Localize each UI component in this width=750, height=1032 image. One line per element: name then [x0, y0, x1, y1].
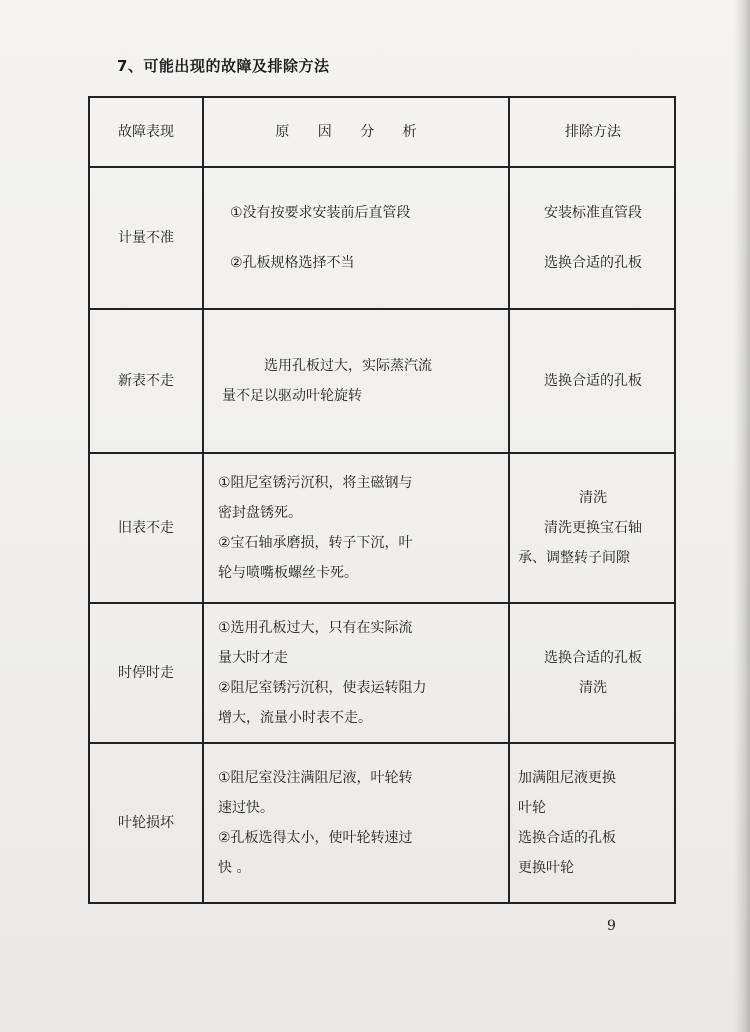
- remedy-line: 叶轮: [518, 800, 546, 816]
- row-remedy: [509, 603, 675, 743]
- remedy-line: 选换合适的孔板: [544, 650, 642, 666]
- row-cause: [203, 603, 509, 743]
- page-number: 9: [607, 918, 616, 934]
- header-remedy: 排除方法: [509, 97, 675, 167]
- cause-line: ②宝石轴承磨损，转子下沉，叶: [218, 535, 413, 551]
- cause-line: ①选用孔板过大，只有在实际流: [218, 620, 413, 636]
- table-header-row: [89, 97, 675, 167]
- row-remedy: [509, 167, 675, 309]
- row-cause: [203, 167, 509, 309]
- table-row: [89, 167, 675, 309]
- cause-line: 速过快。: [218, 800, 274, 816]
- table-row: [89, 309, 675, 453]
- remedy-line: 选换合适的孔板: [544, 373, 642, 389]
- cause-line: 增大，流量小时表不走。: [218, 710, 372, 726]
- row-remedy: [509, 309, 675, 453]
- cause-line: 轮与喷嘴板螺丝卡死。: [218, 565, 358, 581]
- row-symptom: 叶轮损坏: [89, 743, 203, 903]
- remedy-line: 清洗: [579, 490, 607, 506]
- row-symptom: 时停时走: [89, 603, 203, 743]
- cause-line: ①没有按要求安装前后直管段: [230, 205, 411, 221]
- page-edge-shadow: [734, 0, 750, 1032]
- remedy-line: 选换合适的孔板: [518, 830, 616, 846]
- remedy-line: 加满阻尼液更换: [518, 770, 616, 786]
- section-title: 7、可能出现的故障及排除方法: [117, 57, 330, 75]
- cause-line: 快 。: [218, 860, 251, 876]
- row-remedy: [509, 743, 675, 903]
- cause-line: ①阻尼室锈污沉积，将主磁钢与: [218, 475, 413, 491]
- row-cause: [203, 453, 509, 603]
- cause-line: 密封盘锈死。: [218, 505, 302, 521]
- cause-line: ①阻尼室没注满阻尼液，叶轮转: [218, 770, 413, 786]
- cause-line: ②阻尼室锈污沉积，使表运转阻力: [218, 680, 427, 696]
- cause-line: ②孔板规格选择不当: [230, 255, 355, 271]
- row-symptom: 新表不走: [89, 309, 203, 453]
- fault-table: [88, 96, 676, 904]
- remedy-line: 清洗更换宝石轴: [544, 520, 642, 536]
- cause-line: 量大时才走: [218, 650, 288, 666]
- header-symptom: 故障表现: [89, 97, 203, 167]
- row-cause: [203, 309, 509, 453]
- cause-line: 选用孔板过大，实际蒸汽流: [264, 358, 432, 374]
- cause-line: ②孔板选得太小，使叶轮转速过: [218, 830, 413, 846]
- remedy-line: 安装标准直管段: [544, 205, 642, 221]
- remedy-line: 选换合适的孔板: [544, 255, 642, 271]
- remedy-line: 更换叶轮: [518, 860, 574, 876]
- table-row: [89, 603, 675, 743]
- row-symptom: 计量不准: [89, 167, 203, 309]
- remedy-line: 承、调整转子间隙: [518, 550, 630, 566]
- cause-line: 量不足以驱动叶轮旋转: [222, 388, 362, 404]
- header-cause: 原 因 分 析: [203, 97, 509, 167]
- remedy-line: 清洗: [579, 680, 607, 696]
- table-row: [89, 743, 675, 903]
- table-row: [89, 453, 675, 603]
- row-symptom: 旧表不走: [89, 453, 203, 603]
- row-cause: [203, 743, 509, 903]
- row-remedy: [509, 453, 675, 603]
